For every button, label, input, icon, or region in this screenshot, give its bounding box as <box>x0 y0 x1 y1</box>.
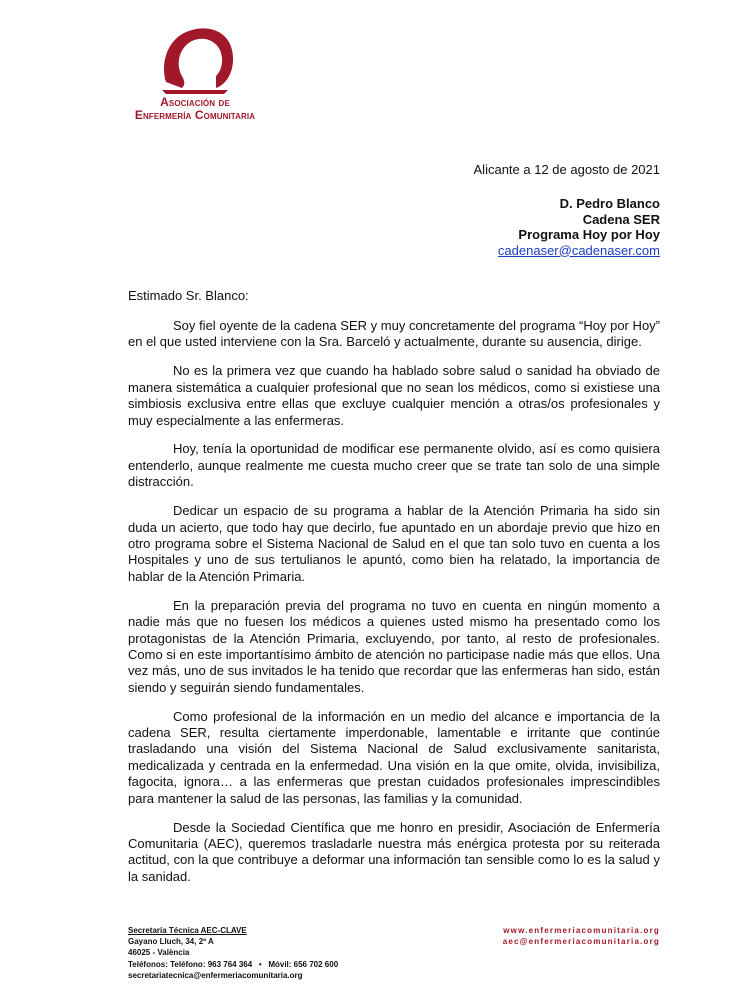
paragraph-4: Dedicar un espacio de su programa a hablar de la Atención Primaria ha sido sin duda un acierto, que todo hay que decirlo, fue apuntado en un abordaje previo que hizo en otro programa sobre el Sistema Nacional de Salud en el que tan solo tuvo en cuenta a los Hospitales y uno de sus tertulianos le apuntó, como bien ha relatado, la importancia de hablar de la Atención Primaria. <box>128 503 660 584</box>
logo-line-1: Asociación de <box>160 95 230 109</box>
footer-city: 46025 - València <box>128 948 190 958</box>
footer-web <box>503 925 660 947</box>
aec-logo-text <box>120 96 270 122</box>
recipient-email-link[interactable]: cadenaser@cadenaser.com <box>497 242 660 258</box>
paragraph-5: En la preparación previa del programa no tuvo en cuenta en ningún momento a nadie más que no fuesen los médicos a quienes usted mismo ha presentado como los protagonistas de la Atención Primaria, excluyendo, por tanto, al resto de profesionales. Como si en este importantísimo ámbito de atención no participase nadie más que ellos. Una vez más, uno de sus invitados le ha tenido que recordar que las enfermeras han sido, están siendo y seguirán siendo fundamentales. <box>128 597 660 695</box>
aec-spiral-logo-icon <box>158 22 238 94</box>
paragraph-1: Soy fiel oyente de la cadena SER y muy concretamente del programa “Hoy por Hoy” en el que usted interviene con la Sra. Barceló y actualmente, durante su ausencia, dirige. <box>128 318 660 350</box>
footer-contact <box>128 925 338 981</box>
logo-line-2: Enfermería Comunitaria <box>134 108 256 122</box>
recipient-organization: Cadena SER <box>582 211 660 227</box>
paragraph-6: Como profesional de la información en un medio del alcance e importancia de la cadena SER, resulta ciertamente imperdonable, lamentable e irritante que continúe trasladando una visión del Sistema Nacional de Salud exclusivamente sanitarista, medicalizada y centrada en la enfermedad. Una visión en la que omite, olvida, invisibiliza, fagocita, ignora… a las enfermeras que prestan cuidados profesionales imprescindibles para mantener la salud de las personas, las familias y la comunidad. <box>128 708 660 806</box>
letter-date: Alicante a 12 de agosto de 2021 <box>473 162 660 177</box>
letter-greeting: Estimado Sr. Blanco: <box>128 288 249 303</box>
footer-address: Gayano Lluch, 34, 2º A <box>128 937 214 947</box>
recipient-block <box>498 196 660 258</box>
footer-title: Secretaría Técnica AEC-CLAVE <box>128 926 247 935</box>
footer-phones: Teléfonos: Teléfono: 963 764 364 • Móvil: 656 702 600 <box>128 959 339 969</box>
footer-aec-email-link[interactable]: aec@enfermeriacomunitaria.org <box>502 937 660 947</box>
footer-email[interactable]: secretariatecnica@enfermeriacomunitaria.org <box>128 970 303 980</box>
paragraph-3: Hoy, tenía la oportunidad de modificar ese permanente olvido, así es como quisiera entenderlo, aunque realmente me cuesta mucho creer que se trate tan solo de una simple distracción. <box>128 441 660 490</box>
recipient-program: Programa Hoy por Hoy <box>518 227 660 242</box>
recipient-name: D. Pedro Blanco <box>559 196 660 211</box>
footer-website-link[interactable]: www.enfermeriacomunitaria.org <box>503 926 660 935</box>
letter-body <box>128 318 660 898</box>
paragraph-2: No es la primera vez que cuando ha hablado sobre salud o sanidad ha obviado de manera sistemática a cualquier profesional que no sean los médicos, como si existiese una simbiosis exclusiva entre ellas que excluye cualquier mención a otras/os profesionales y muy especialmente a las enfermeras. <box>128 363 660 428</box>
paragraph-7: Desde la Sociedad Científica que me honro en presidir, Asociación de Enfermería Comunitaria (AEC), queremos trasladarle nuestra más enérgica protesta por su reiterada actitud, con la que contribuye a deformar una información tan sensible como lo es la salud y la sanidad. <box>128 819 660 884</box>
